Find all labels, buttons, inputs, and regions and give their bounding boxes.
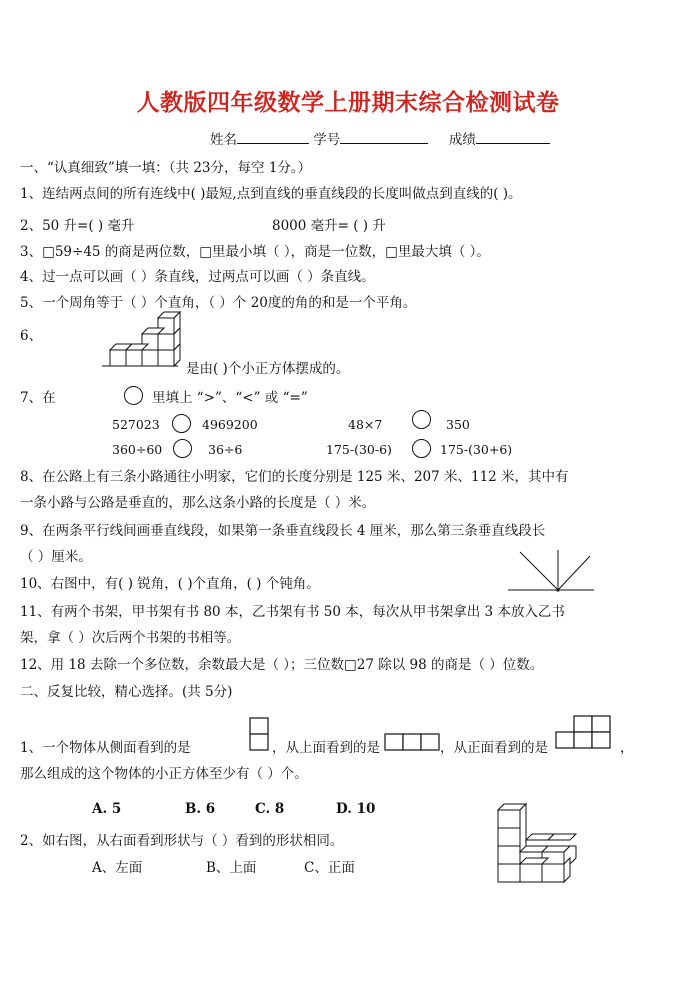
question-10: 10、右图中，有( ) 锐角，( )个直角，( ) 个钝角。 xyxy=(20,576,320,592)
question-11-line1: 11、有两个书架，甲书架有书 80 本，乙书架有书 50 本，每次从甲书架拿出 3 本放入乙书 xyxy=(20,604,565,620)
compare-circle-sample xyxy=(124,386,143,405)
s2-question-1-part-d: ， xyxy=(620,740,634,756)
student-id-label: 学号 xyxy=(313,132,341,148)
compare-c-left: 360÷60 xyxy=(112,442,163,457)
compare-circle-a[interactable] xyxy=(172,414,191,433)
s2-q1-option-c[interactable]: C. 8 xyxy=(255,801,285,817)
student-info-row xyxy=(210,128,550,150)
question-4: 4、过一点可以画（ ）条直线，过两点可以画（ ）条直线。 xyxy=(20,269,375,285)
l-shaped-cube-figure xyxy=(494,800,584,886)
compare-c-right: 36÷6 xyxy=(208,442,243,457)
s2-q1-option-b[interactable]: B. 6 xyxy=(185,801,216,817)
question-9-line2: （ ）厘米。 xyxy=(20,549,92,565)
section2-heading: 二、反复比较，精心选择。(共 5分) xyxy=(20,684,233,700)
exam-title: 人教版四年级数学上册期末综合检测试卷 xyxy=(136,90,560,116)
question-2a: 2、50 升=( ) 毫升 xyxy=(20,218,135,234)
question-3: 3、□59÷45 的商是两位数，□里最小填（ ），商是一位数，□里最大填（ ）。 xyxy=(20,244,490,260)
score-label: 成绩 xyxy=(448,132,476,148)
front-view-figure xyxy=(552,714,614,752)
s2-q2-option-a[interactable]: A、左面 xyxy=(92,860,143,876)
question-2b: 8000 毫升= ( ) 升 xyxy=(272,218,386,234)
compare-circle-b[interactable] xyxy=(412,410,431,429)
s2-q2-option-c[interactable]: C、正面 xyxy=(304,860,355,876)
student-id-blank[interactable] xyxy=(340,128,428,144)
question-7-instruction: 里填上 “>”、“<” 或 “=” xyxy=(152,390,308,406)
s2-question-1-part-b: ，从上面看到的是 xyxy=(272,740,380,756)
score-blank[interactable] xyxy=(476,128,550,144)
question-6: 是由( )个小正方体摆成的。 xyxy=(186,361,350,377)
side-view-figure xyxy=(248,716,272,754)
angles-figure xyxy=(506,548,596,594)
question-1: 1、连结两点间的所有连线中( )最短,点到直线的垂直线段的长度叫做点到直线的( )。 xyxy=(20,186,522,202)
section1-heading: 一、“认真细致”填一填：（共 23分，每空 1分。） xyxy=(20,160,312,176)
compare-d-left: 175-(30-6) xyxy=(326,442,392,457)
compare-circle-c[interactable] xyxy=(173,439,192,458)
question-8-line1: 8、在公路上有三条小路通往小明家，它们的长度分别是 125 米、207 米、112 米，其中有 xyxy=(20,469,569,485)
question-12: 12、用 18 去除一个多位数，余数最大是（ ）；三位数□27 除以 98 的商是（ ）位数。 xyxy=(20,657,544,673)
s2-question-1-line2: 那么组成的这个物体的小正方体至少有（ ）个。 xyxy=(20,766,308,782)
s2-question-1-part-c: ，从正面看到的是 xyxy=(440,740,548,756)
name-blank[interactable] xyxy=(237,128,309,144)
question-5: 5、一个周角等于（ ）个直角，（ ）个 20度的角的和是一个平角。 xyxy=(20,295,417,311)
compare-circle-d[interactable] xyxy=(412,439,431,458)
question-8-line2: 一条小路与公路是垂直的，那么这条小路的长度是（ ）米。 xyxy=(20,495,376,511)
cube-stack-figure xyxy=(100,310,186,376)
top-view-figure xyxy=(383,732,441,754)
compare-d-right: 175-(30+6) xyxy=(440,442,513,457)
compare-b-right: 350 xyxy=(446,417,470,432)
s2-q1-option-d[interactable]: D. 10 xyxy=(336,801,376,817)
compare-a-left: 527023 xyxy=(112,417,160,432)
s2-question-2: 2、如右图，从右面看到形状与（ ）看到的形状相同。 xyxy=(20,833,344,849)
s2-q1-option-a[interactable]: A. 5 xyxy=(92,801,122,817)
s2-q2-option-b[interactable]: B、上面 xyxy=(206,860,257,876)
question-7-prefix: 7、在 xyxy=(20,390,56,406)
question-11-line2: 架，拿（ ）次后两个书架的书相等。 xyxy=(20,630,241,646)
compare-a-right: 4969200 xyxy=(202,417,258,432)
name-label: 姓名 xyxy=(210,132,237,148)
question-6-number: 6、 xyxy=(20,328,43,344)
question-9-line1: 9、在两条平行线间画垂直线段，如果第一条垂直线段长 4 厘米，那么第三条垂直线段长 xyxy=(20,523,546,539)
compare-b-left: 48×7 xyxy=(348,417,383,432)
s2-question-1-part-a: 1、一个物体从侧面看到的是 xyxy=(20,740,191,756)
